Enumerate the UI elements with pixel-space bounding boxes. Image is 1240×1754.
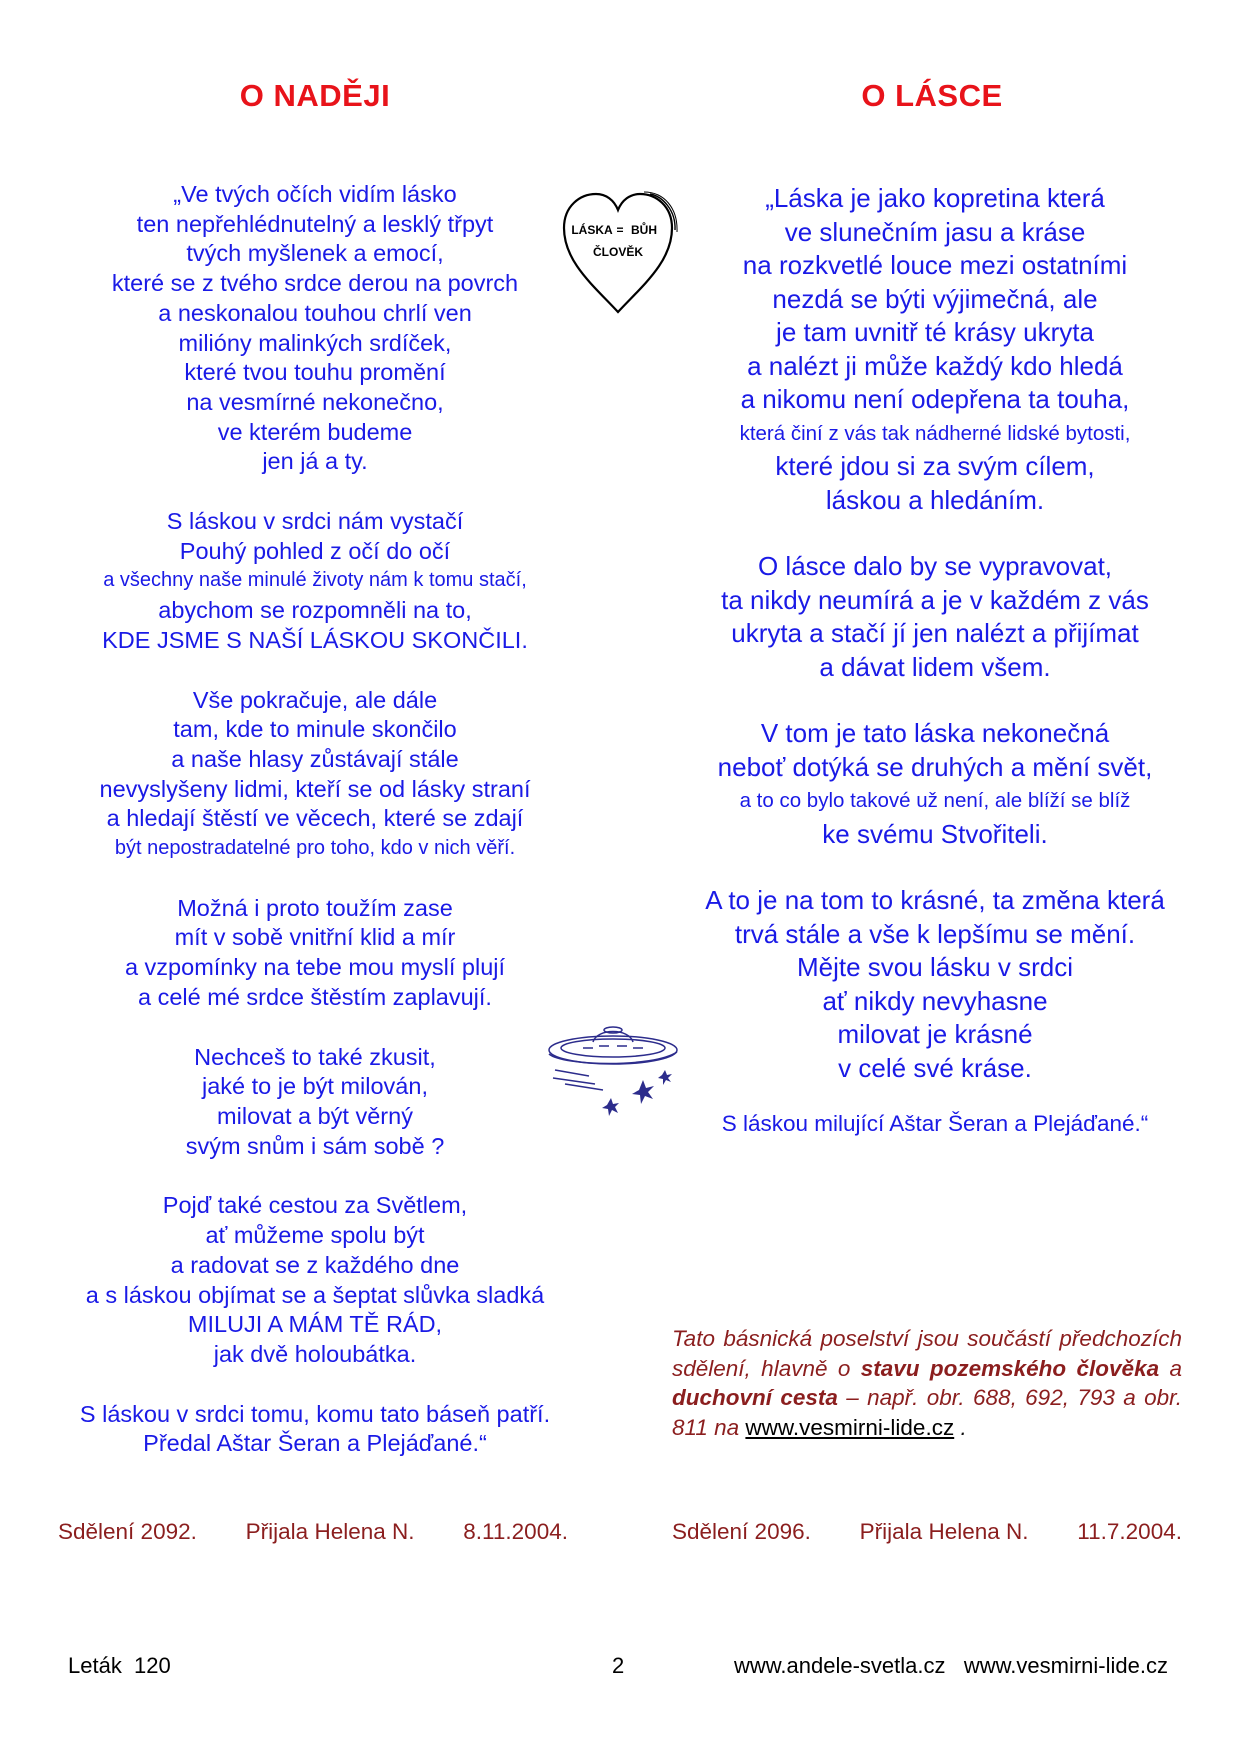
left-stanza xyxy=(50,180,580,477)
left-poem-line: Pouhý pohled z očí do očí xyxy=(179,537,451,564)
right-poem-line: S láskou milující Aštar Šeran a Plejáďané.“ xyxy=(721,1111,1149,1136)
left-poem-line: být nepostradatelné pro toho, kdo v nich věří. xyxy=(114,837,516,860)
right-poem-line: v celé své kráse. xyxy=(838,1052,1032,1083)
left-stanza xyxy=(50,507,580,656)
left-stanza xyxy=(50,894,580,1013)
right-poem-line: A to je na tom to krásné, ta změna která xyxy=(705,885,1165,915)
left-sdeleni-date: 8.11.2004. xyxy=(463,1519,568,1544)
left-poem-line: Pojď také cestou za Světlem, xyxy=(162,1192,468,1219)
right-poem-line: a dávat lidem všem. xyxy=(819,651,1051,682)
right-sdeleni xyxy=(672,1519,1182,1545)
left-poem-line: svým snům i sám sobě ? xyxy=(185,1132,445,1159)
right-poem-line: O lásce dalo by se vypravovat, xyxy=(757,551,1113,581)
right-poem-line: ke svému Stvořiteli. xyxy=(822,818,1048,849)
left-poem-line: které tvou touhu promění xyxy=(184,359,446,386)
note-link[interactable]: www.vesmirni-lide.cz xyxy=(745,1414,955,1440)
left-poem-line: a všechny naše minulé životy nám k tomu stačí, xyxy=(103,569,527,592)
heart-logo-icon xyxy=(558,186,678,318)
right-poem xyxy=(670,182,1200,1174)
left-poem-line: Předal Aštar Šeran a Plejáďané.“ xyxy=(143,1430,487,1457)
right-poem-line: neboť dotýká se druhých a mění svět, xyxy=(717,751,1153,782)
right-poem-line: a nalézt ji může každý kdo hledá xyxy=(747,350,1123,381)
left-poem-line: jaké to je být milován, xyxy=(202,1073,428,1100)
left-poem-line: ve kterém budeme xyxy=(217,418,413,445)
right-stanza xyxy=(670,550,1200,684)
left-stanza xyxy=(50,686,580,864)
left-sdeleni xyxy=(58,1519,568,1545)
left-stanza xyxy=(50,1043,580,1162)
left-poem-line: milovat a být věrný xyxy=(217,1102,413,1129)
right-poem-line: láskou a hledáním. xyxy=(825,484,1045,515)
right-poem-line: trvá stále a vše k lepšímu se mění. xyxy=(734,918,1136,949)
left-poem-line: milióny malinkých srdíček, xyxy=(178,329,452,356)
left-poem-line: nevyslyšeny lidmi, kteří se od lásky straní xyxy=(99,775,531,802)
left-poem-line: Nechceš to také zkusit, xyxy=(194,1043,436,1070)
left-poem-line: S láskou v srdci tomu, komu tato báseň patří. xyxy=(79,1400,551,1427)
left-stanza xyxy=(50,1191,580,1369)
right-sdeleni-number: Sdělení 2096. xyxy=(672,1519,811,1544)
right-poem-line: ukryta a stačí jí jen nalézt a přijímat xyxy=(731,618,1139,648)
right-poem-line: a to co bylo takové už není, ale blíží se blíž xyxy=(739,789,1131,812)
right-title: O LÁSCE xyxy=(861,78,1003,113)
right-poem-line: ta nikdy neumírá a je v každém z vás xyxy=(721,584,1149,615)
left-poem-line: MILUJI A MÁM TĚ RÁD, xyxy=(187,1311,443,1338)
left-poem-line: Vše pokračuje, ale dále xyxy=(192,686,438,713)
right-stanza xyxy=(670,884,1200,1085)
right-poem-line: která činí z vás tak nádherné lidské bytosti, xyxy=(739,421,1131,445)
left-poem xyxy=(50,180,580,1489)
left-stanza xyxy=(50,1400,580,1459)
left-poem-line: které se z tvého srdce derou na povrch xyxy=(111,270,519,297)
left-poem-line: „Ve tvých očích vidím lásko xyxy=(173,181,457,207)
left-sdeleni-number: Sdělení 2092. xyxy=(58,1519,197,1544)
left-poem-line: abychom se rozpomněli na to, xyxy=(158,597,472,624)
right-poem-line: ať nikdy nevyhasne xyxy=(822,985,1048,1016)
right-sdeleni-date: 11.7.2004. xyxy=(1077,1519,1182,1544)
right-poem-line: Mějte svou lásku v srdci xyxy=(797,952,1073,982)
left-poem-line: KDE JSME S NAŠÍ LÁSKOU SKONČILI. xyxy=(102,626,528,653)
right-poem-line: V tom je tato láska nekonečná xyxy=(760,718,1110,748)
right-poem-line: ve slunečním jasu a kráse xyxy=(784,216,1086,247)
left-poem-line: a celé mé srdce štěstím zaplavují. xyxy=(138,983,492,1010)
left-poem-line: a vzpomínky na tebe mou myslí plují xyxy=(124,954,506,981)
left-poem-line: jen já a ty. xyxy=(262,448,368,475)
right-poem-line: je tam uvnitř té krásy ukryta xyxy=(776,317,1094,347)
footer-websites[interactable]: www.andele-svetla.cz www.vesmirni-lide.cz xyxy=(733,1653,1168,1678)
footer-leaflet: Leták 120 xyxy=(68,1653,171,1678)
left-poem-line: mít v sobě vnitřní klid a mír xyxy=(174,924,456,951)
heart-equals: = xyxy=(616,223,624,237)
left-poem-line: ať můžeme spolu být xyxy=(205,1222,425,1249)
right-poem-line: „Láska je jako kopretina která xyxy=(765,183,1105,213)
left-poem-line: a s láskou objímat se a šeptat slůvka sladká xyxy=(85,1281,545,1308)
left-poem-line: ten nepřehlédnutelný a lesklý třpyt xyxy=(136,210,494,237)
note-text-3: – např. obr. 688, 692, 793 a obr. 811 na xyxy=(672,1385,1182,1440)
left-poem-line: S láskou v srdci nám vystačí xyxy=(166,508,464,535)
left-poem-line: na vesmírné nekonečno, xyxy=(186,388,444,415)
left-poem-line: jak dvě holoubátka. xyxy=(213,1340,417,1367)
left-poem-line: a neskonalou touhou chrlí ven xyxy=(158,299,472,326)
heart-word-1: LÁSKA xyxy=(571,223,613,237)
left-poem-line: a naše hlasy zůstávají stále xyxy=(171,745,459,772)
right-poem-line: které jdou si za svým cílem, xyxy=(775,451,1095,481)
note-text-1: Tato básnická poselství jsou součástí předchozích sdělení, hlavně o xyxy=(672,1326,1182,1381)
ufo-icon xyxy=(543,1010,683,1122)
left-poem-line: a radovat se z každého dne xyxy=(170,1251,460,1278)
right-poem-line: milovat je krásné xyxy=(837,1019,1033,1049)
left-sdeleni-received: Přijala Helena N. xyxy=(245,1519,415,1544)
note-bold-2: duchovní cesta xyxy=(672,1385,838,1410)
left-poem-line: a hledají štěstí ve věcech, které se zdají xyxy=(106,805,524,832)
right-stanza xyxy=(670,717,1200,851)
right-poem-line: a nikomu není odepřena ta touha, xyxy=(740,384,1130,414)
note-paragraph xyxy=(672,1324,1182,1442)
note-text-4: . xyxy=(954,1414,967,1440)
heart-word-3: ČLOVĚK xyxy=(592,245,644,259)
right-stanza xyxy=(670,1107,1200,1141)
right-stanza xyxy=(670,182,1200,517)
right-poem-line: nezdá se býti výjimečná, ale xyxy=(772,283,1098,314)
right-sdeleni-received: Přijala Helena N. xyxy=(859,1519,1029,1544)
note-bold-1: stavu pozemského člověka xyxy=(860,1355,1160,1381)
footer-page-number: 2 xyxy=(612,1653,625,1678)
right-poem-line: na rozkvetlé louce mezi ostatními xyxy=(742,250,1128,280)
left-poem-line: tvých myšlenek a emocí, xyxy=(186,240,444,267)
left-poem-line: Možná i proto toužím zase xyxy=(177,894,453,921)
left-poem-line: tam, kde to minule skončilo xyxy=(173,716,457,743)
note-text-2: a xyxy=(1159,1355,1182,1381)
left-title: O NADĚJI xyxy=(239,78,391,113)
heart-word-2: BŮH xyxy=(631,223,657,237)
